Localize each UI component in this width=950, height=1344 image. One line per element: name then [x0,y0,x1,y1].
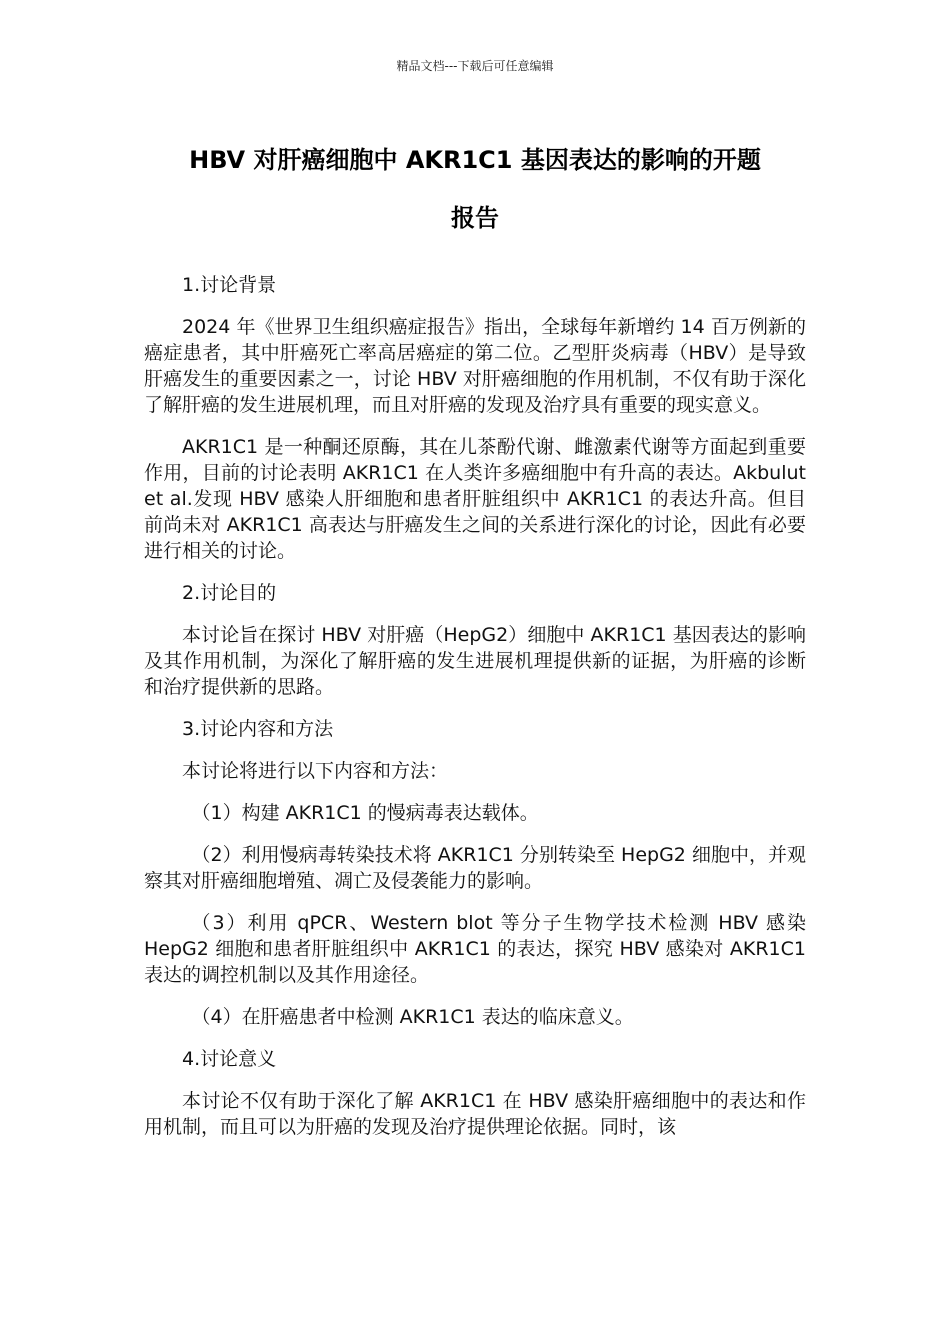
document-title-line-1: HBV 对肝癌细胞中 AKR1C1 基因表达的影响的开题 [189,146,761,174]
document-title-line-2: 报告 [451,204,499,232]
section-heading-significance: 4.讨论意义 [182,1048,277,1070]
list-item-method-3: （3）利用 qPCR、Western blot 等分子生物学技术检测 HBV 感染 HepG2 细胞和患者肝脏组织中 AKR1C1 的表达，探究 HBV 感染对 AKR1C1 表达的调控机制以及其作用途径。 [144,912,806,986]
section-heading-methods: 3.讨论内容和方法 [182,718,334,740]
paragraph-methods-intro: 本讨论将进行以下内容和方法： [182,760,449,782]
paragraph-background-2: AKR1C1 是一种酮还原酶，其在儿茶酚代谢、雌激素代谢等方面起到重要作用，目前的讨论表明 AKR1C1 在人类许多癌细胞中有升高的表达。Akbulut et al.发现 HBV 感染人肝细胞和患者肝脏组织中 AKR1C1 的表达升高。但目前尚未对 AKR1C1 高表达与肝癌发生之间的关系进行深化的讨论，因此有必要进行相关的讨论。 [144,436,806,562]
paragraph-significance: 本讨论不仅有助于深化了解 AKR1C1 在 HBV 感染肝癌细胞中的表达和作用机制，而且可以为肝癌的发现及治疗提供理论依据。同时，该 [144,1090,806,1138]
section-heading-background: 1.讨论背景 [182,274,277,296]
list-item-method-2: （2）利用慢病毒转染技术将 AKR1C1 分别转染至 HepG2 细胞中，并观察其对肝癌细胞增殖、凋亡及侵袭能力的影响。 [144,844,806,892]
list-item-method-1: （1）构建 AKR1C1 的慢病毒表达载体。 [191,802,539,824]
header-note: 精品文档---下载后可任意编辑 [396,59,554,73]
list-item-method-4: （4）在肝癌患者中检测 AKR1C1 表达的临床意义。 [191,1006,634,1028]
paragraph-purpose: 本讨论旨在探讨 HBV 对肝癌（HepG2）细胞中 AKR1C1 基因表达的影响及其作用机制，为深化了解肝癌的发生进展机理提供新的证据，为肝癌的诊断和治疗提供新的思路。 [144,624,806,698]
paragraph-background-1: 2024 年《世界卫生组织癌症报告》指出，全球每年新增约 14 百万例新的癌症患者，其中肝癌死亡率高居癌症的第二位。乙型肝炎病毒（HBV）是导致肝癌发生的重要因素之一，讨论 HBV 对肝癌细胞的作用机制，不仅有助于深化了解肝癌的发生进展机理，而且对肝癌的发现及治疗具有重要的现实意义。 [144,316,806,416]
section-heading-purpose: 2.讨论目的 [182,582,277,604]
document-body [144,272,806,1140]
